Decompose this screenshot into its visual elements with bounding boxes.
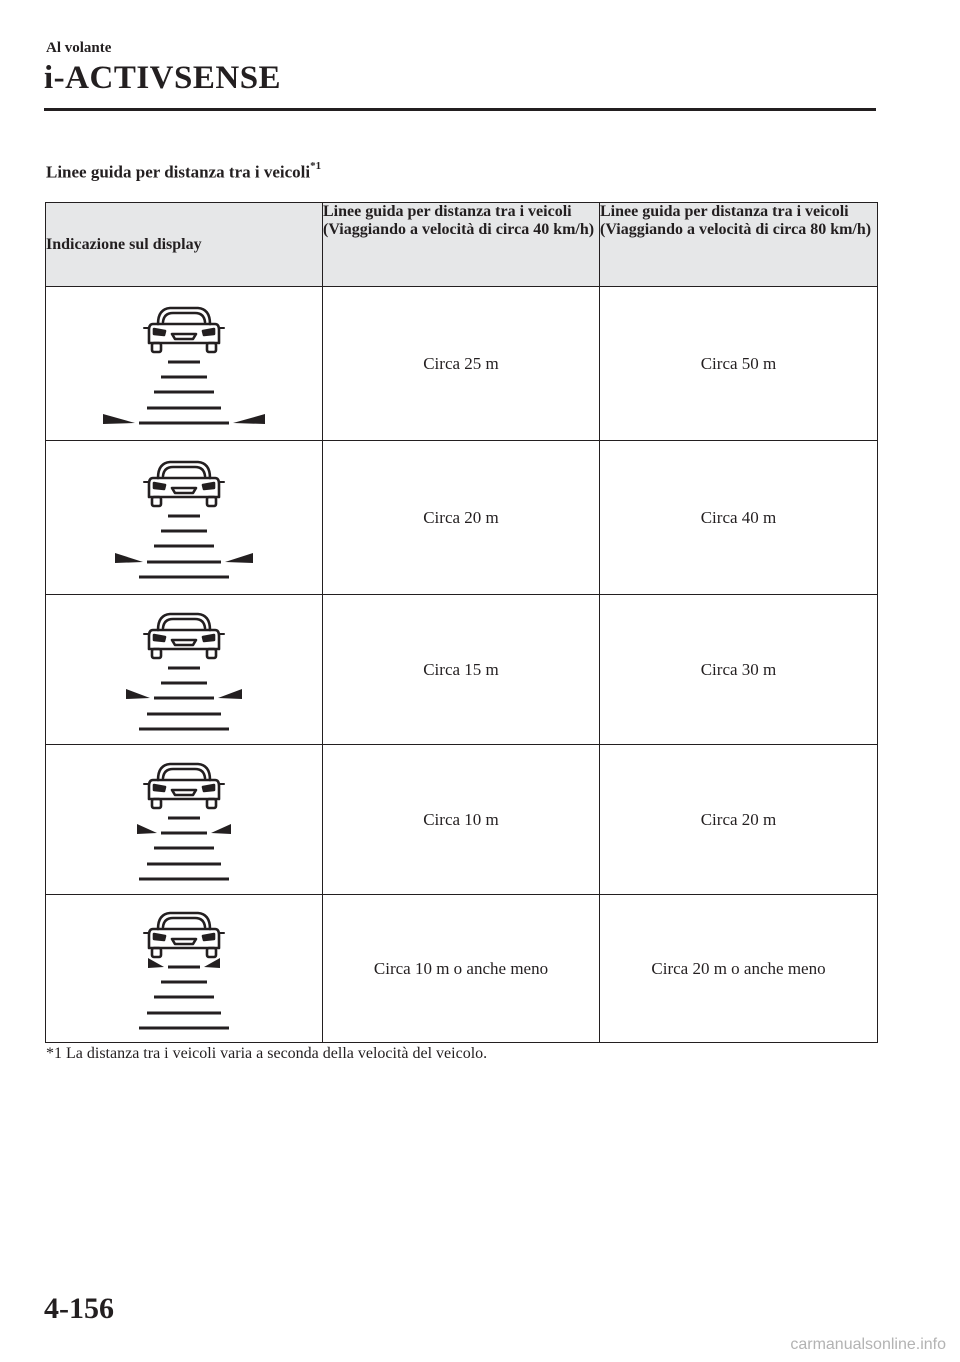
right-marker-arrow-icon: [218, 689, 242, 699]
car-distance-3-bars-icon: [94, 605, 274, 735]
table-row: [46, 595, 878, 745]
left-marker-arrow-icon: [137, 824, 157, 834]
distance-80kmh-cell: Circa 20 m o anche meno: [600, 895, 878, 1043]
car-distance-5-bars-icon: [94, 299, 274, 429]
distance-80kmh-cell: Circa 50 m: [600, 287, 878, 441]
chapter-label: Al volante: [46, 40, 112, 56]
car-icon: [144, 913, 224, 957]
table-row: [46, 441, 878, 595]
car-distance-1-bar-icon: [94, 904, 274, 1034]
distance-40kmh-cell: Circa 15 m: [323, 595, 600, 745]
distance-80kmh-cell: Circa 30 m: [600, 595, 878, 745]
car-icon: [144, 764, 224, 808]
right-marker-arrow-icon: [204, 958, 220, 968]
display-indicator-cell: [46, 441, 323, 595]
distance-80kmh-cell: Circa 40 m: [600, 441, 878, 595]
watermark: carmanualsonline.info: [790, 1336, 946, 1353]
display-indicator-cell: [46, 745, 323, 895]
display-indicator-cell: [46, 895, 323, 1043]
distance-40kmh-cell: Circa 10 m: [323, 745, 600, 895]
footnote: *1 La distanza tra i veicoli varia a seconda della velocità del veicolo.: [46, 1045, 488, 1062]
table-row: [46, 287, 878, 441]
car-icon: [144, 308, 224, 352]
display-indicator-cell: [46, 595, 323, 745]
table-row: [46, 745, 878, 895]
column-header-40kmh: Linee guida per distanza tra i veicoli (Viaggiando a velocità di circa 40 km/h): [323, 203, 600, 287]
display-indicator-cell: [46, 287, 323, 441]
car-icon: [144, 614, 224, 658]
car-icon: [144, 462, 224, 506]
distance-80kmh-cell: Circa 20 m: [600, 745, 878, 895]
column-header-80kmh: Linee guida per distanza tra i veicoli (Viaggiando a velocità di circa 80 km/h): [600, 203, 878, 287]
right-marker-arrow-icon: [211, 824, 231, 834]
left-marker-arrow-icon: [103, 414, 135, 424]
right-marker-arrow-icon: [233, 414, 265, 424]
page-number: 4-156: [44, 1292, 114, 1325]
left-marker-arrow-icon: [115, 553, 143, 563]
right-marker-arrow-icon: [225, 553, 253, 563]
table-heading-footnote-mark: *1: [310, 160, 322, 172]
distance-40kmh-cell: Circa 20 m: [323, 441, 600, 595]
table-row: [46, 895, 878, 1043]
car-distance-2-bars-icon: [94, 755, 274, 885]
table-header-row: [46, 203, 878, 287]
distance-40kmh-cell: Circa 25 m: [323, 287, 600, 441]
distance-40kmh-cell: Circa 10 m o anche meno: [323, 895, 600, 1043]
table-heading-text: Linee guida per distanza tra i veicoli: [46, 162, 311, 182]
car-distance-4-bars-icon: [94, 453, 274, 583]
distance-guide-table: [45, 202, 878, 1043]
left-marker-arrow-icon: [148, 958, 164, 968]
section-title: i-ACTIVSENSE: [44, 60, 282, 96]
column-header-display: Indicazione sul display: [46, 203, 323, 287]
left-marker-arrow-icon: [126, 689, 150, 699]
title-rule: [44, 108, 876, 111]
table-heading: [46, 162, 321, 183]
